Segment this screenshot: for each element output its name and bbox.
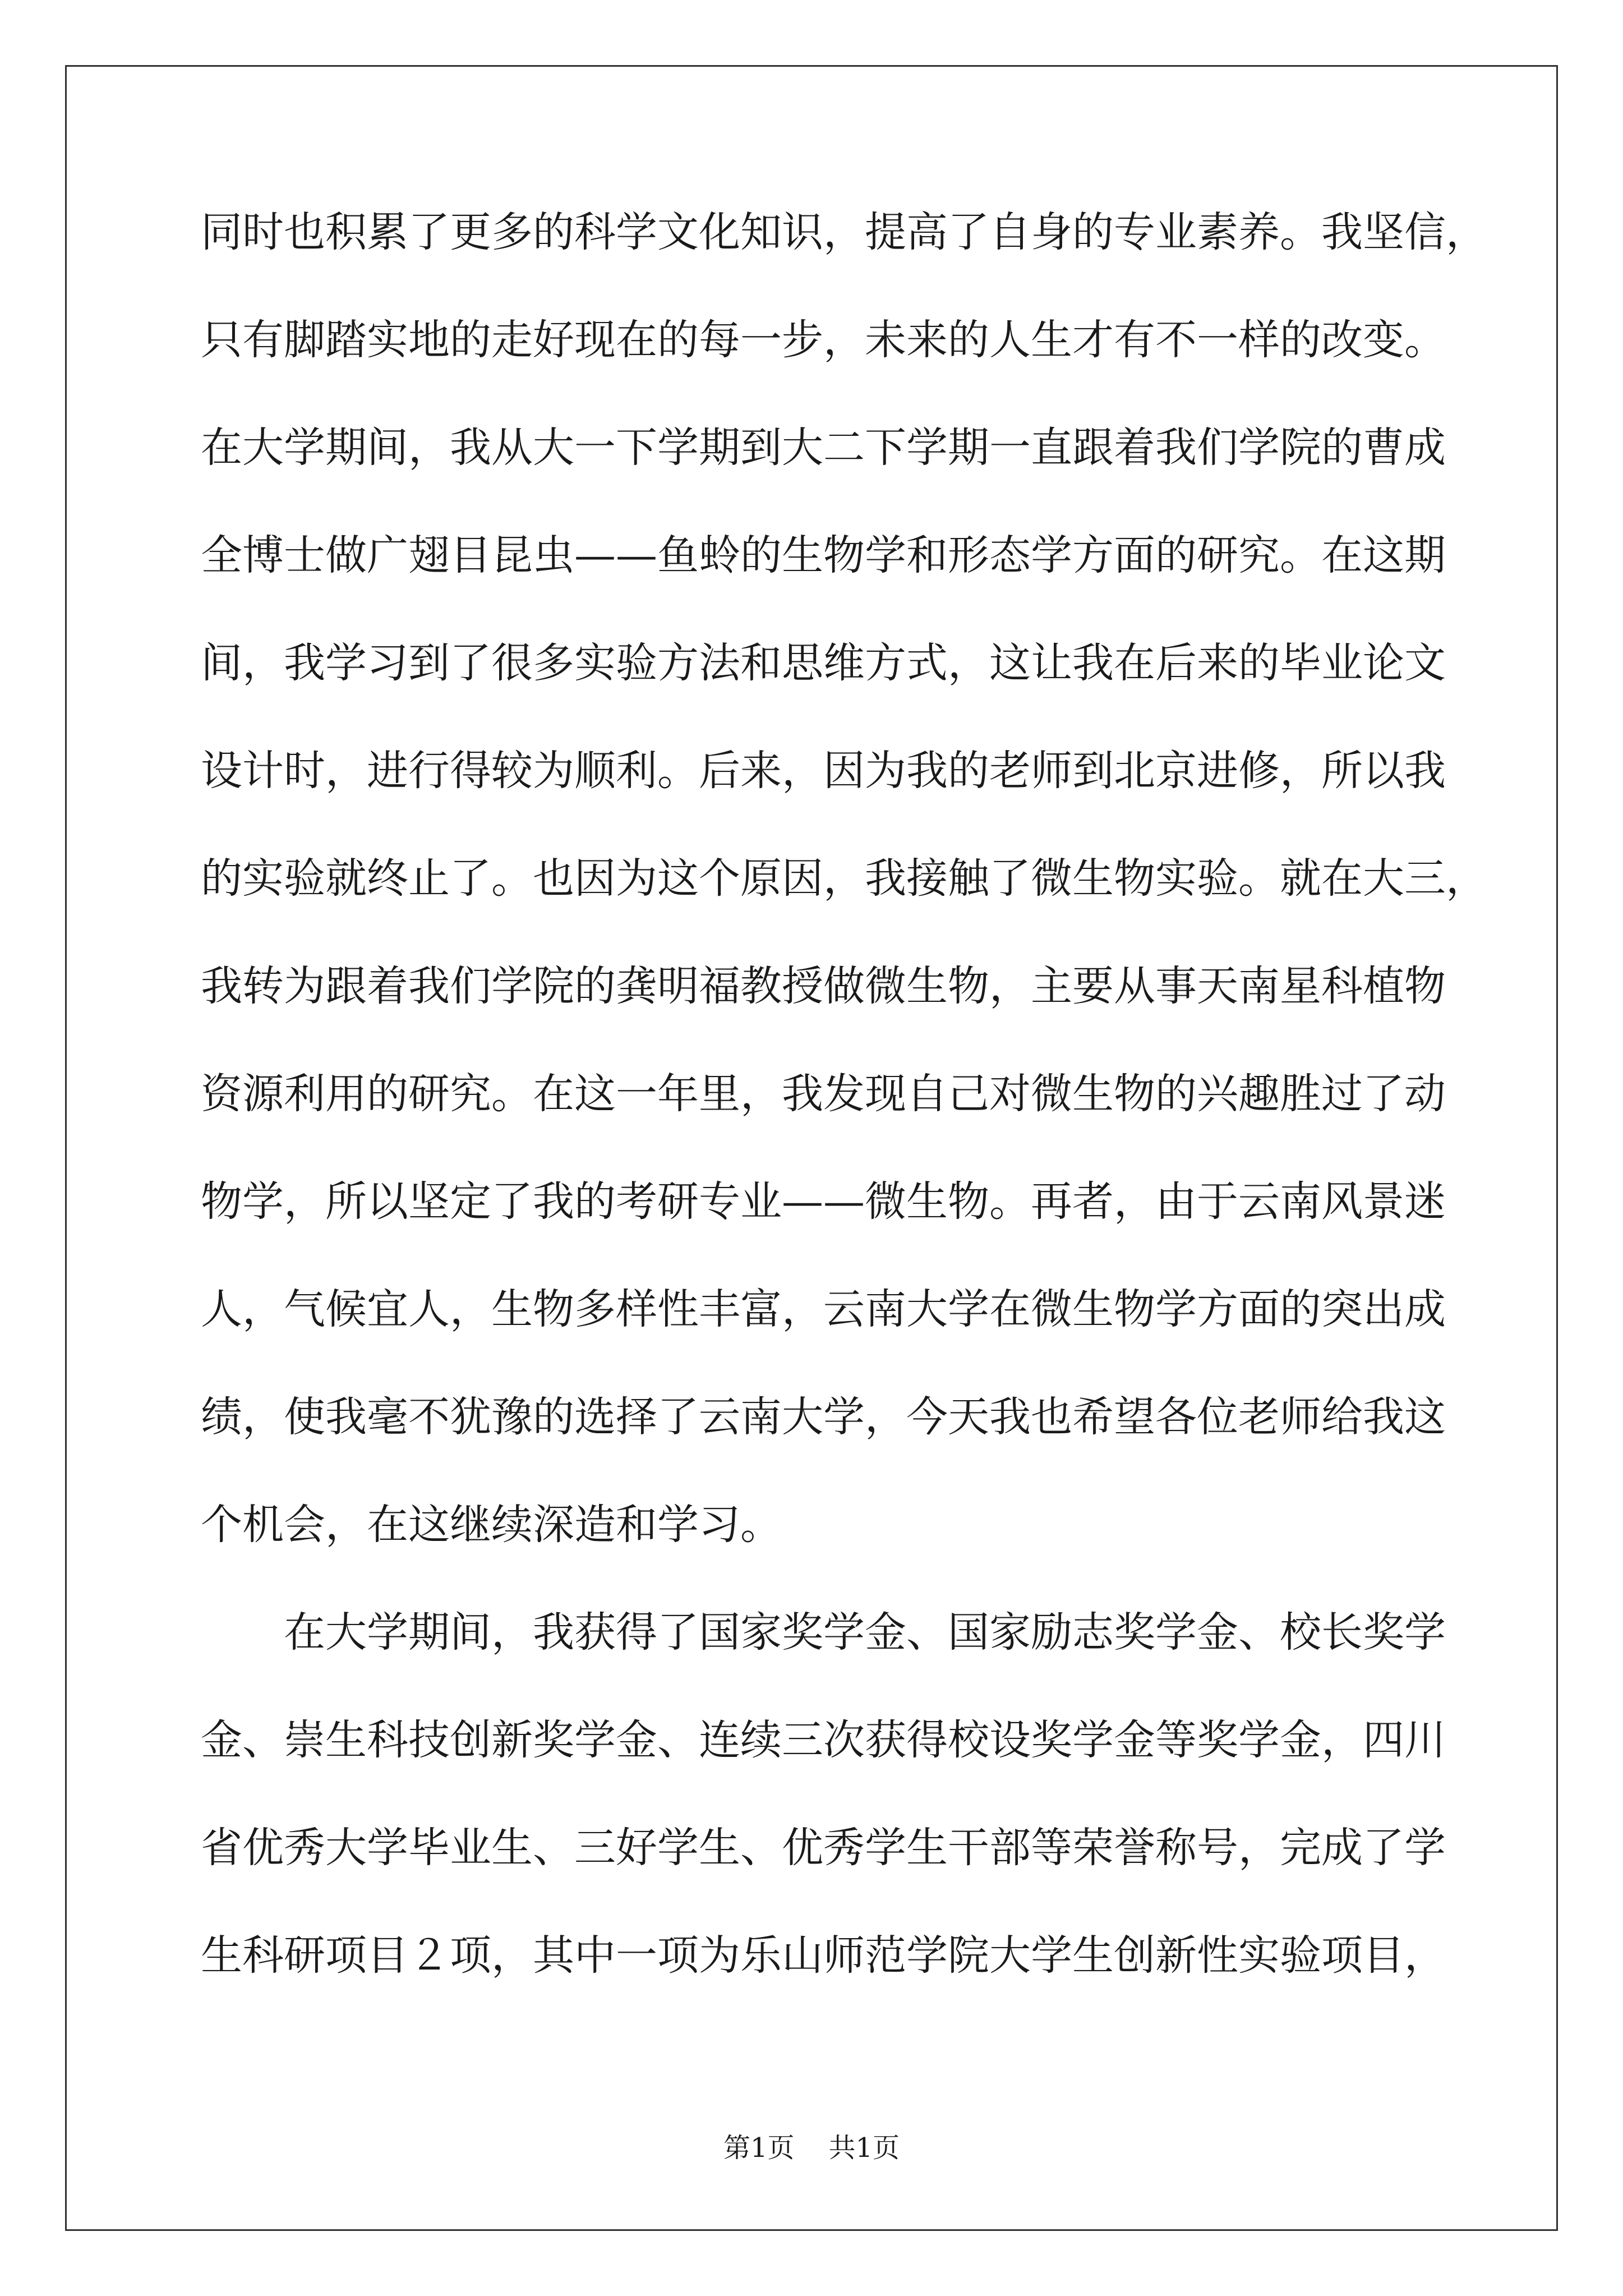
text-line: 人，气候宜人，生物多样性丰富，云南大学在微生物学方面的突出成: [201, 1285, 1446, 1333]
text-line: 生科研项目２项，其中一项为乐山师范学院大学生创新性实验项目，: [201, 1931, 1446, 1980]
document-body: [201, 204, 1487, 2035]
text-line: 设计时，进行得较为顺利。后来，因为我的老师到北京进修，所以我: [201, 747, 1446, 795]
text-line: 在大学期间，我从大一下学期到大二下学期一直跟着我们学院的曹成: [201, 424, 1446, 472]
text-line: 只有脚踏实地的走好现在的每一步，未来的人生才有不一样的改变。: [201, 316, 1446, 364]
text-line: 的实验就终止了。也因为这个原因，我接触了微生物实验。就在大三，: [201, 854, 1487, 903]
text-line: 物学，所以坚定了我的考研专业——微生物。再者，由于云南风景迷: [201, 1177, 1446, 1226]
page-total: 共1页: [828, 2132, 900, 2164]
text-line: 省优秀大学毕业生、三好学生、优秀学生干部等荣誉称号，完成了学: [201, 1824, 1446, 1872]
page-footer: [0, 2126, 1623, 2165]
text-line: 我转为跟着我们学院的龚明福教授做微生物，主要从事天南星科植物: [201, 962, 1446, 1010]
page-number: 第1页: [723, 2132, 795, 2164]
text-line: 资源利用的研究。在这一年里，我发现自己对微生物的兴趣胜过了动: [201, 1070, 1446, 1118]
paragraph-first-line: 在大学期间，我获得了国家奖学金、国家励志奖学金、校长奖学: [284, 1608, 1446, 1657]
text-line: 金、崇生科技创新奖学金、连续三次获得校设奖学金等奖学金，四川: [201, 1716, 1446, 1764]
text-line: 全博士做广翅目昆虫——鱼蛉的生物学和形态学方面的研究。在这期: [201, 531, 1446, 579]
text-line: 间，我学习到了很多实验方法和思维方式，这让我在后来的毕业论文: [201, 639, 1446, 687]
text-line: 个机会，在这继续深造和学习。: [201, 1501, 782, 1549]
text-line: 绩，使我毫不犹豫的选择了云南大学，今天我也希望各位老师给我这: [201, 1393, 1446, 1441]
text-line: 同时也积累了更多的科学文化知识，提高了自身的专业素养。我坚信，: [201, 208, 1487, 256]
